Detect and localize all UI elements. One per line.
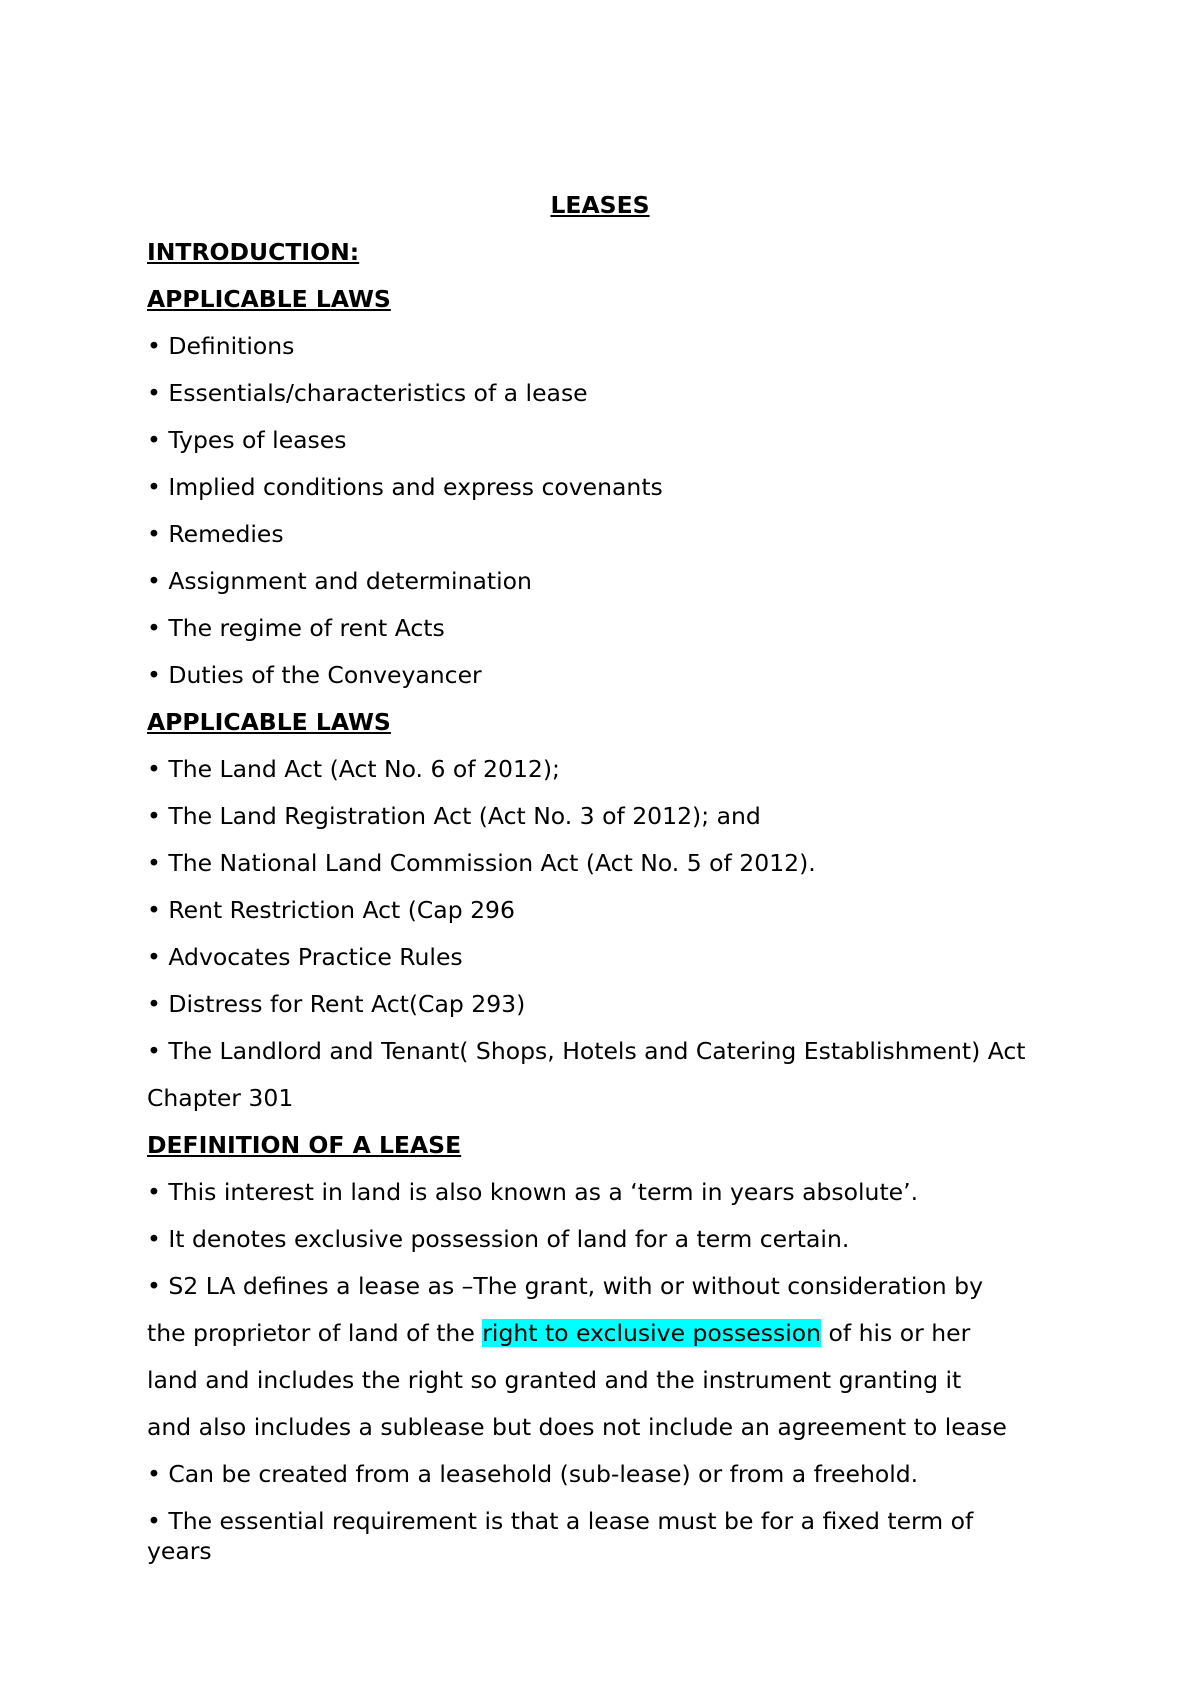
highlighted-text: right to exclusive possession <box>482 1319 822 1347</box>
list-item: • The regime of rent Acts <box>147 614 445 642</box>
introduction-heading: INTRODUCTION: <box>147 238 360 266</box>
bullet: • <box>147 1037 161 1065</box>
bullet: • <box>147 1272 161 1300</box>
bullet: • <box>147 661 161 689</box>
list-item: • This interest in land is also known as a ‘term in years absolute’. <box>147 1178 919 1206</box>
paragraph-line: and also includes a sublease but does not include an agreement to lease <box>147 1413 1007 1441</box>
paragraph-line: years <box>147 1537 212 1565</box>
definition-heading: DEFINITION OF A LEASE <box>147 1131 462 1159</box>
bullet: • <box>147 332 161 360</box>
bullet: • <box>147 379 161 407</box>
bullet: • <box>147 849 161 877</box>
list-item: • Definitions <box>147 332 295 360</box>
bullet: • <box>147 896 161 924</box>
list-item: • Implied conditions and express covenants <box>147 473 663 501</box>
bullet: • <box>147 1507 161 1535</box>
list-item: • Assignment and determination <box>147 567 532 595</box>
bullet: • <box>147 943 161 971</box>
list-item: • Types of leases <box>147 426 347 454</box>
list-item: • The Land Act (Act No. 6 of 2012); <box>147 755 560 783</box>
bullet: • <box>147 567 161 595</box>
bullet: • <box>147 1178 161 1206</box>
list-item: • Duties of the Conveyancer <box>147 661 482 689</box>
bullet: • <box>147 1460 161 1488</box>
bullet: • <box>147 520 161 548</box>
bullet: • <box>147 473 161 501</box>
list-item: • It denotes exclusive possession of land for a term certain. <box>147 1225 850 1253</box>
bullet: • <box>147 802 161 830</box>
list-item: • Remedies <box>147 520 284 548</box>
list-item: • Distress for Rent Act(Cap 293) <box>147 990 526 1018</box>
list-item: • The essential requirement is that a lease must be for a fixed term of <box>147 1507 974 1535</box>
outline-heading: APPLICABLE LAWS <box>147 285 391 313</box>
list-item: • The National Land Commission Act (Act No. 5 of 2012). <box>147 849 816 877</box>
paragraph-line: land and includes the right so granted and the instrument granting it <box>147 1366 962 1394</box>
list-item: • Can be created from a leasehold (sub-lease) or from a freehold. <box>147 1460 919 1488</box>
list-item: • The Land Registration Act (Act No. 3 of 2012); and <box>147 802 761 830</box>
list-item: • S2 LA defines a lease as –The grant, with or without consideration by <box>147 1272 983 1300</box>
bullet: • <box>147 755 161 783</box>
document-title: LEASES <box>550 191 650 219</box>
list-item: • Rent Restriction Act (Cap 296 <box>147 896 515 924</box>
list-item: • Essentials/characteristics of a lease <box>147 379 588 407</box>
paragraph-line: the proprietor of land of the right to exclusive possession of his or her <box>147 1319 971 1347</box>
bullet: • <box>147 426 161 454</box>
list-item: • The Landlord and Tenant( Shops, Hotels and Catering Establishment) Act <box>147 1037 1026 1065</box>
bullet: • <box>147 614 161 642</box>
applicable-laws-heading: APPLICABLE LAWS <box>147 708 391 736</box>
bullet: • <box>147 990 161 1018</box>
list-item-continuation: Chapter 301 <box>147 1084 294 1112</box>
list-item: • Advocates Practice Rules <box>147 943 463 971</box>
bullet: • <box>147 1225 161 1253</box>
